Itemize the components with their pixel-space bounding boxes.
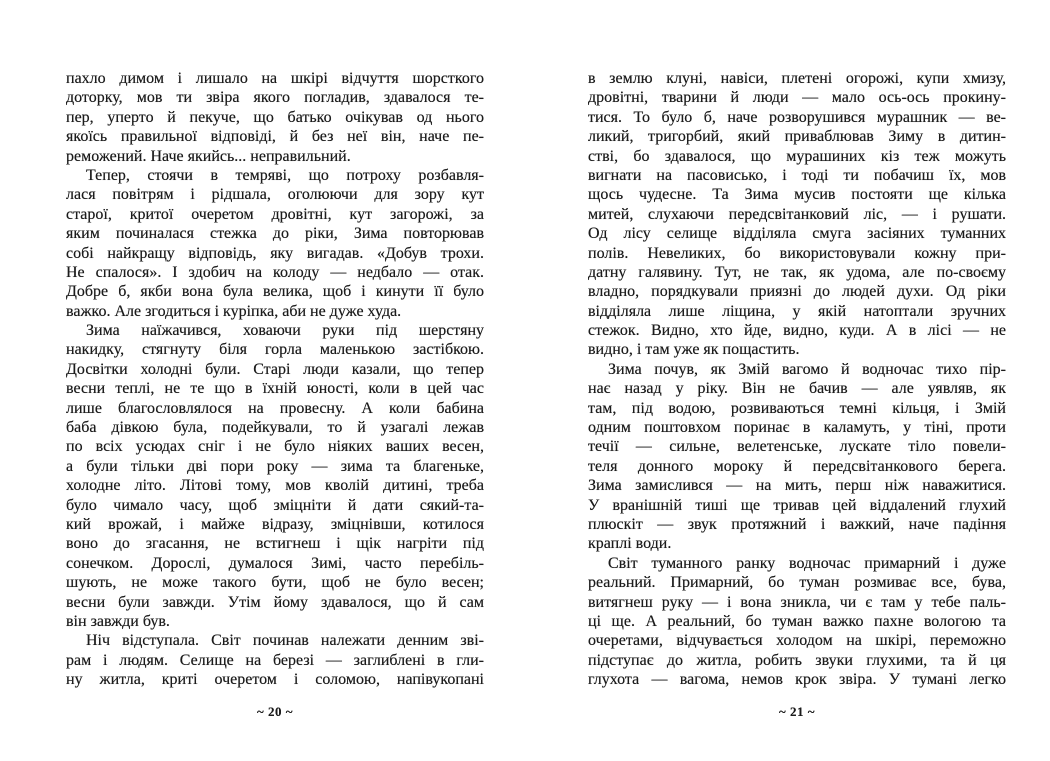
text-line: течії — сильне, велетенське, лускате тіло повели-: [588, 438, 1006, 456]
text-line: накидку, стягнуту біля горла маленькою застібкою.: [66, 341, 484, 359]
text-line: стві, бо здавалося, що мурашиних кіз теж можуть: [588, 147, 1006, 165]
text-line: холодне літо. Літові тому, мов кволій дитині, треба: [66, 477, 484, 495]
text-line: одним поштовхом поринає в каламуть, у тіні, проти: [588, 419, 1006, 437]
text-line: ликий, тригорбий, який приваблював Зиму в дитин-: [588, 128, 1006, 146]
text-line: відділяла лише ліщина, у якій натоптали зручних: [588, 302, 1006, 320]
text-line: Добре б, якби вона була велика, щоб і кинути її було: [66, 283, 484, 301]
text-line: воно до згасання, не встигнеш і щік нагріти під: [66, 535, 484, 553]
text-line: щось чудесне. Та Зима мусив постояти ще кілька: [588, 186, 1006, 204]
page-left-number: ~ 20 ~: [256, 704, 294, 719]
text-line: пер, уперто й пекуче, що батько очікував од нього: [66, 108, 484, 126]
text-line: Зима замислився — на мить, перш ніж наважитися.: [588, 477, 1006, 495]
text-line: митей, слухаючи передсвітанковий ліс, — і рушати.: [588, 205, 1006, 223]
text-line: весни були завжди. Утім йому здавалося, що й сам: [66, 593, 484, 611]
text-line: очеретами, відчувається холодом на шкірі, переможно: [588, 632, 1006, 650]
text-line: реальний. Примарний, бо туман розмиває все, бува,: [588, 574, 1006, 592]
text-line: рам і людям. Селище на березі — заглиблені в гли-: [66, 651, 484, 669]
text-line: дровітні, тварини й люди — мало ось-ось прокину-: [588, 89, 1006, 107]
text-line: Зима наїжачився, ховаючи руки під шерстяну: [86, 322, 484, 340]
text-line: Не спалося». І здобич на колоду — недбало — отак.: [66, 263, 484, 281]
text-line: собі найкращу відповідь, яку вигадав. «Добув трохи.: [66, 244, 484, 262]
page-left-text: [66, 69, 484, 690]
text-line: ну житла, криті очеретом і соломою, напівукопані: [66, 671, 484, 689]
text-line: Ніч відступала. Світ починав належати денним зві-: [86, 632, 484, 650]
text-line: нає назад у ріку. Він не бачив — але уявляв, як: [588, 380, 1006, 398]
text-line: реможений. Наче якийсь... неправильний.: [66, 147, 351, 165]
page-right-number: ~ 21 ~: [778, 704, 816, 719]
text-line: шують, не може такого бути, щоб не було весен;: [66, 574, 484, 592]
text-line: а були тільки дві пори року — зима та благеньке,: [66, 457, 484, 475]
text-line: весни теплі, не те що в їхній юності, коли в цей час: [66, 380, 484, 398]
text-line: яким починалася стежка до ріки, Зима повторював: [66, 225, 484, 243]
text-line: Світ туманного ранку водночас примарний і дуже: [608, 554, 1006, 572]
text-line: теля донного мороку й передсвітанкового берега.: [588, 457, 1006, 475]
text-line: плюскіт — звук протяжний і важкий, наче падіння: [588, 515, 1006, 533]
text-line: підступає до житла, робить звуки глухими, та й ця: [588, 651, 1006, 669]
text-line: старої, критої очеретом дровітні, кут загорожі, за: [66, 205, 484, 223]
text-line: якоїсь правильної відповіді, й без неї він, наче пе-: [66, 128, 484, 146]
text-line: сонечком. Дорослі, думалося Зимі, часто перебіль-: [66, 554, 484, 572]
text-line: стежок. Видно, хто йде, видно, куди. А в лісі — не: [588, 322, 1006, 340]
text-line: баба дівкою була, подейкували, то й узагалі лежав: [66, 419, 484, 437]
text-line: Тепер, стоячи в темряві, що потроху розбавля-: [86, 166, 484, 184]
text-line: доторку, мов ти звіра якого погладив, здавалося те-: [66, 89, 484, 107]
text-line: ці ще. А реальний, бо туман важко пахне вологою та: [588, 612, 1006, 630]
text-line: краплі води.: [588, 535, 672, 553]
text-line: тися. То було б, наче розворушився мурашник — ве-: [588, 108, 1006, 126]
text-line: витягнеш руку — і вона зникла, чи є там у тебе паль-: [588, 593, 1006, 611]
text-line: Од лісу селище відділяла смуга засіяних туманних: [588, 225, 1006, 243]
text-line: пахло димом і лишало на шкірі відчуття шорсткого: [66, 70, 484, 87]
text-line: видно, і там уже як пощастить.: [588, 341, 800, 359]
text-line: кий врожай, і майже відразу, зміцнівши, котилося: [66, 515, 484, 533]
text-line: владно, порядкували приязні до людей духи. Од ріки: [588, 283, 1006, 301]
text-line: полів. Невеликих, бо використовували кожну при-: [588, 244, 1006, 262]
text-line: Зима почув, як Змій вагомо й водночас тихо пір-: [608, 360, 1006, 378]
text-line: глухота — вагома, немов крок звіра. У тумані легко: [588, 671, 1006, 689]
text-line: там, під водою, розвиваються темні кільця, і Змій: [588, 399, 1006, 417]
text-line: по всіх усюдах сніг і не було ніяких ваших весен,: [66, 438, 484, 456]
text-line: Досвітки холодні були. Старі люди казали, що тепер: [66, 360, 484, 378]
text-line: У вранішній тиші ще тривав цей віддалений глухий: [588, 496, 1006, 514]
text-line: було чимало часу, щоб зміцніти й дати сякий-та-: [66, 496, 484, 514]
text-line: в землю клуні, навіси, плетені огорожі, купи хмизу,: [588, 70, 1006, 87]
page-right-text: [588, 69, 1006, 690]
text-line: лася повітрям і рідшала, оголюючи для зору кут: [66, 186, 484, 204]
text-line: лише благословлялося на провесну. А коли бабина: [66, 399, 484, 417]
text-line: вигнати на пасовисько, і тоді ти побачиш їх, мов: [588, 166, 1006, 184]
text-line: він завжди був.: [66, 612, 170, 630]
text-line: важко. Але згодиться і куріпка, аби не дуже худа.: [66, 302, 402, 320]
text-line: датну галявину. Тут, не так, як удома, але по-своєму: [588, 263, 1006, 281]
